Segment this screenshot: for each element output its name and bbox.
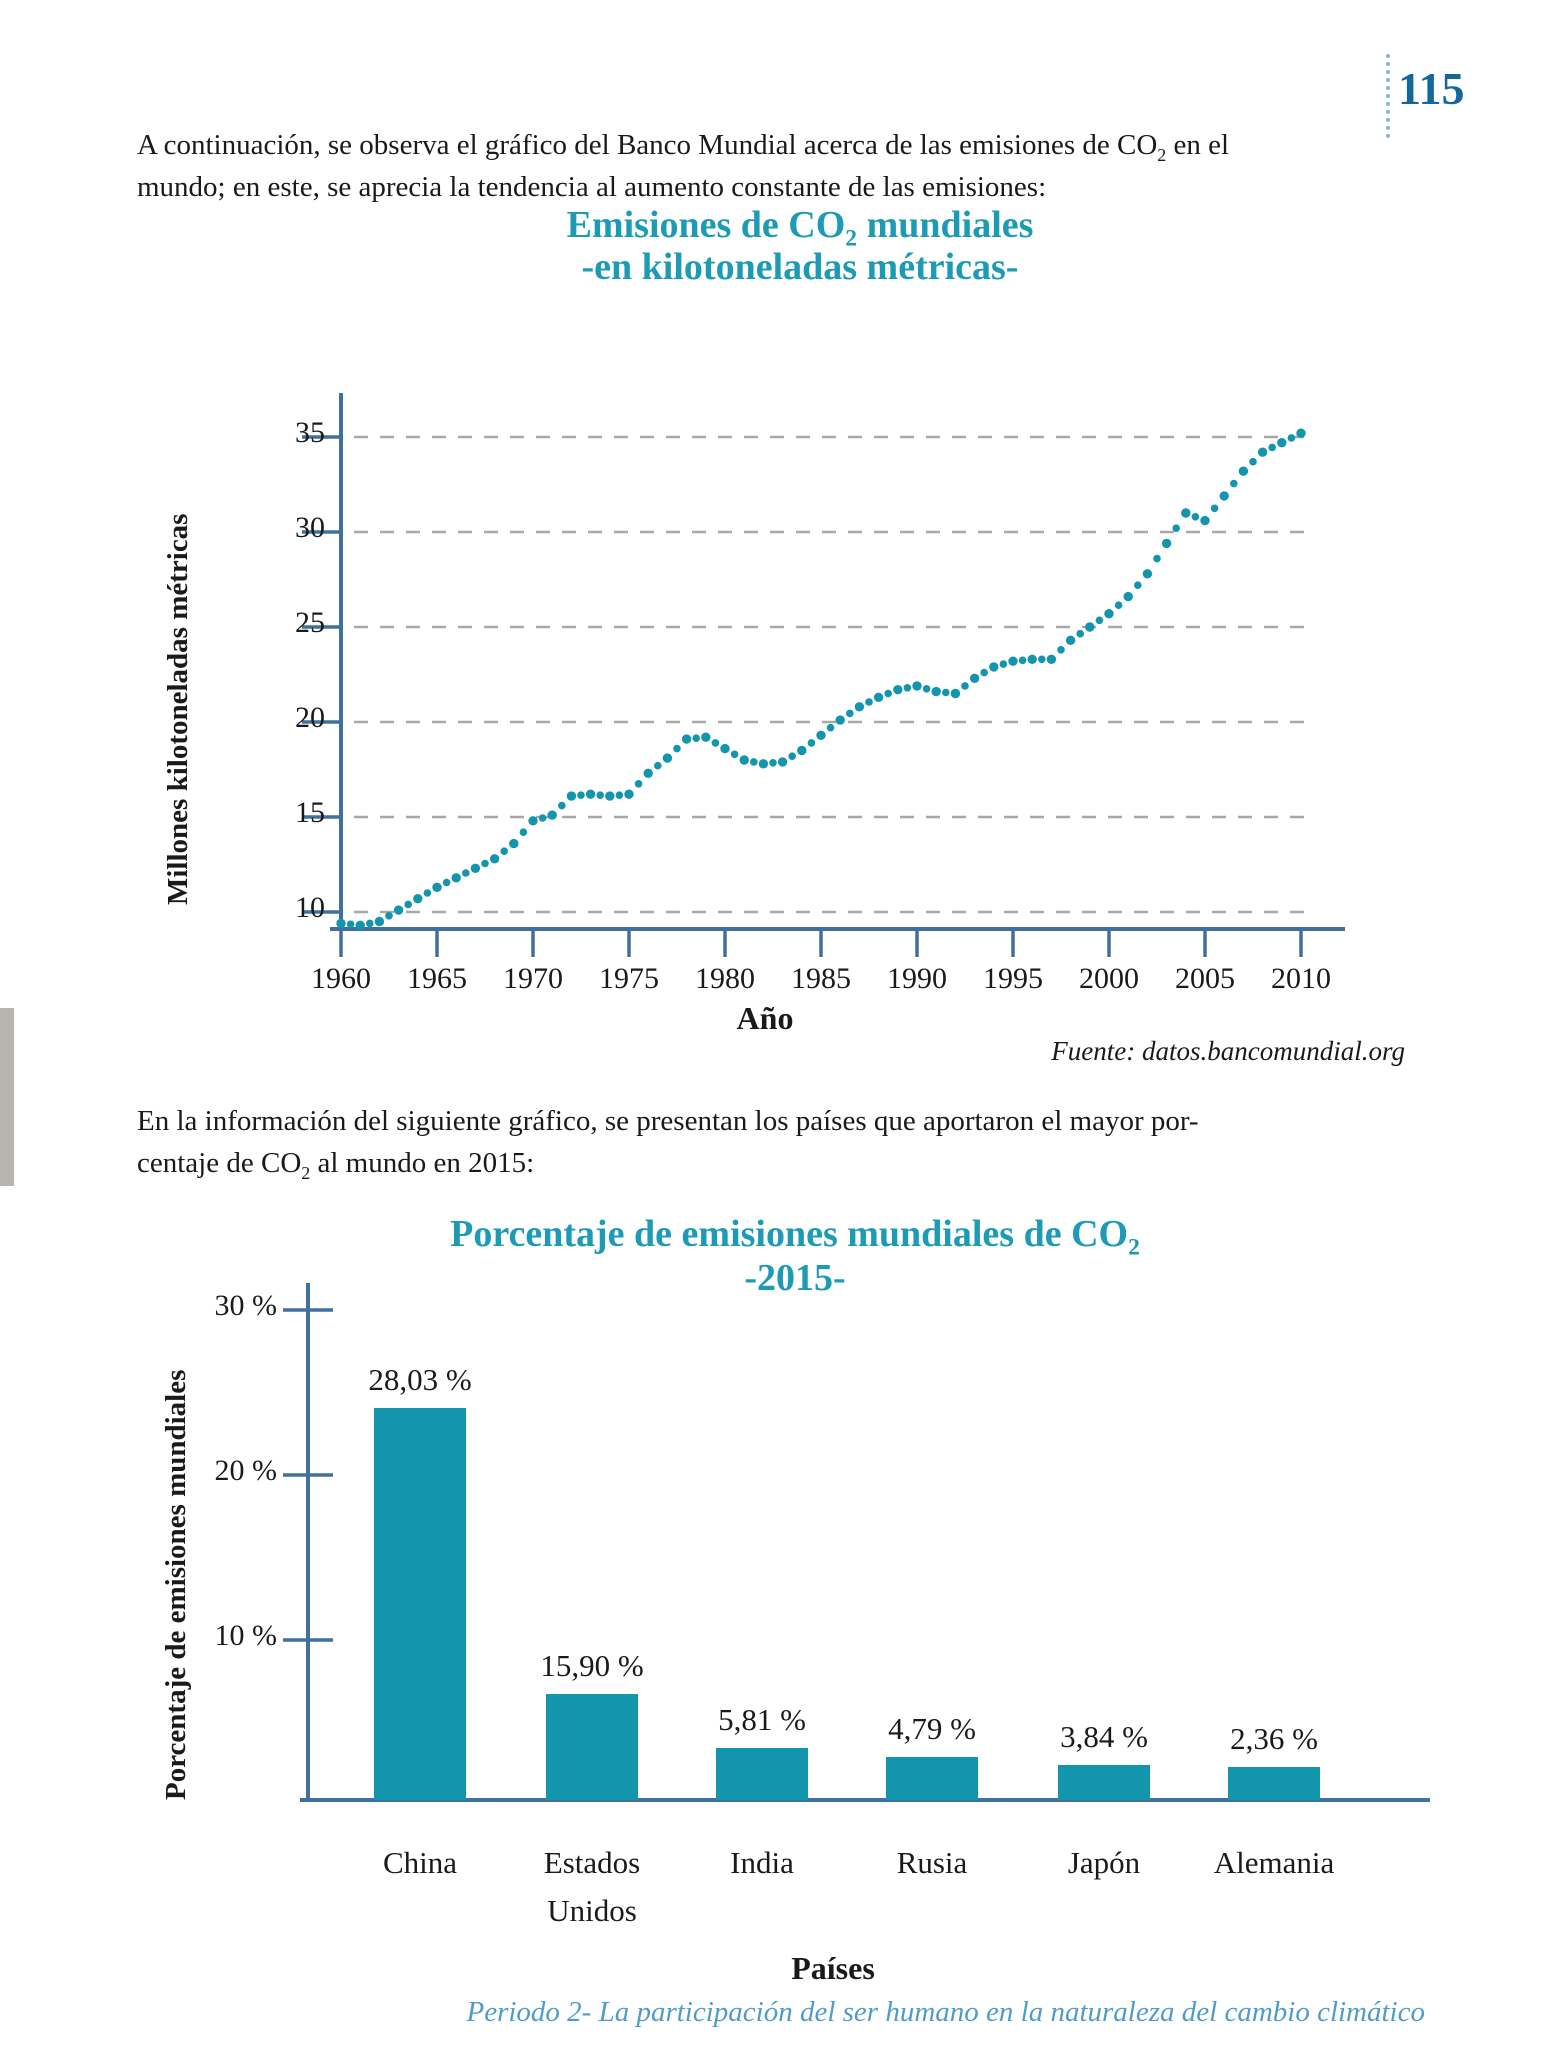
country-label-alemania: Alemania [1213, 1845, 1335, 1880]
x-tick-1995: 1995 [983, 962, 1043, 995]
x-tick-1985: 1985 [791, 962, 851, 995]
line-chart-y-tickmarks [302, 437, 341, 912]
line-chart-x-axis-label: Año [736, 1000, 794, 1036]
intro-line1-post: en el [1166, 129, 1230, 161]
bar-value-alemania: 2,36 % [1230, 1721, 1318, 1756]
x-tick-1975: 1975 [599, 962, 659, 995]
co2-subscript: 2 [1128, 1234, 1140, 1261]
y-tick-10: 10 [295, 891, 325, 924]
second-paragraph-line2 [137, 1142, 534, 1194]
co2-subscript: 2 [1157, 144, 1167, 165]
bar-chart-title-pre: Porcentaje de emisiones mundiales de CO [450, 1213, 1129, 1255]
bar-chart-x-axis-label: Países [791, 1950, 875, 1986]
bar-chart-y-axis-label: Porcentaje de emisiones mundiales [160, 1369, 192, 1800]
country-label-unidos: Unidos [547, 1893, 637, 1928]
bar-value-eeuu: 15,90 % [540, 1648, 644, 1683]
bar-india [716, 1748, 808, 1800]
bar-chart-title-line1 [295, 1212, 1295, 1262]
co2-subscript: 2 [845, 225, 858, 252]
page-edge-shadow [0, 1008, 14, 1186]
y-tick-20: 20 [295, 701, 325, 734]
x-tick-1960: 1960 [311, 962, 371, 995]
bar-eeuu [546, 1694, 638, 1800]
x-tick-1970: 1970 [503, 962, 563, 995]
bar-value-india: 5,81 % [718, 1702, 806, 1737]
country-label-rusia: Rusia [896, 1845, 968, 1880]
x-tick-1990: 1990 [887, 962, 947, 995]
bar-value-rusia: 4,79 % [888, 1711, 976, 1746]
x-tick-2010: 2010 [1271, 962, 1331, 995]
bar-value-japon: 3,84 % [1060, 1719, 1148, 1754]
line-chart-x-tickmarks [341, 929, 1301, 957]
bar-rusia [886, 1757, 978, 1800]
country-label-estados: Estados [543, 1845, 641, 1880]
bar-china [374, 1408, 466, 1800]
second-paragraph-line1: En la información del siguiente gráfico, se presentan los países que aportaron el mayor por- [137, 1105, 1199, 1137]
page-number: 115 [1398, 63, 1465, 114]
line-chart-title-line2: -en kilotoneladas métricas- [581, 246, 1019, 288]
co2-trend-dots [336, 429, 1305, 931]
chapter-footer: Periodo 2- La participación del ser humano en la naturaleza del cambio climático [466, 1996, 1425, 2028]
line-chart-axes [302, 393, 1345, 957]
line-chart-gridlines [354, 437, 1312, 912]
line-chart-title-post: mundiales [857, 204, 1034, 246]
bar-y-tick-20pct: 20 % [214, 1454, 277, 1487]
x-tick-2000: 2000 [1079, 962, 1139, 995]
co2-subscript: 2 [301, 1162, 311, 1183]
line-chart-title-pre: Emisiones de CO [566, 204, 846, 246]
bar-value-china: 28,03 % [368, 1362, 472, 1397]
x-tick-1965: 1965 [407, 962, 467, 995]
y-tick-30: 30 [295, 511, 325, 544]
line-chart-y-axis-label: Millones kilotoneladas métricas [162, 513, 194, 905]
bar-y-tick-10pct: 10 % [214, 1619, 277, 1652]
page-number-dotted-rule [1386, 54, 1390, 138]
bar-alemania [1228, 1767, 1320, 1800]
bar-chart-title-line2: -2015- [744, 1257, 846, 1299]
country-label-india: India [730, 1845, 794, 1880]
x-tick-1980: 1980 [695, 962, 755, 995]
source-credit: Fuente: datos.bancomundial.org [1051, 1036, 1405, 1066]
bar-chart-y-tickmarks [283, 1310, 333, 1640]
intro-paragraph-line2: mundo; en este, se aprecia la tendencia al aumento constante de las emisiones: [137, 171, 1047, 203]
country-label-japon: Japón [1067, 1845, 1141, 1880]
y-tick-35: 35 [295, 416, 325, 449]
para2-line2-post: al mundo en 2015: [310, 1147, 535, 1179]
x-tick-2005: 2005 [1175, 962, 1235, 995]
para2-line2-pre: centaje de CO [137, 1147, 302, 1179]
bar-y-tick-30pct: 30 % [214, 1289, 277, 1322]
intro-line1-pre: A continuación, se observa el gráfico del Banco Mundial acerca de las emisiones de CO [137, 129, 1158, 161]
bar-japon [1058, 1765, 1150, 1800]
y-tick-25: 25 [295, 606, 325, 639]
country-label-china: China [382, 1845, 458, 1880]
y-tick-15: 15 [295, 796, 325, 829]
